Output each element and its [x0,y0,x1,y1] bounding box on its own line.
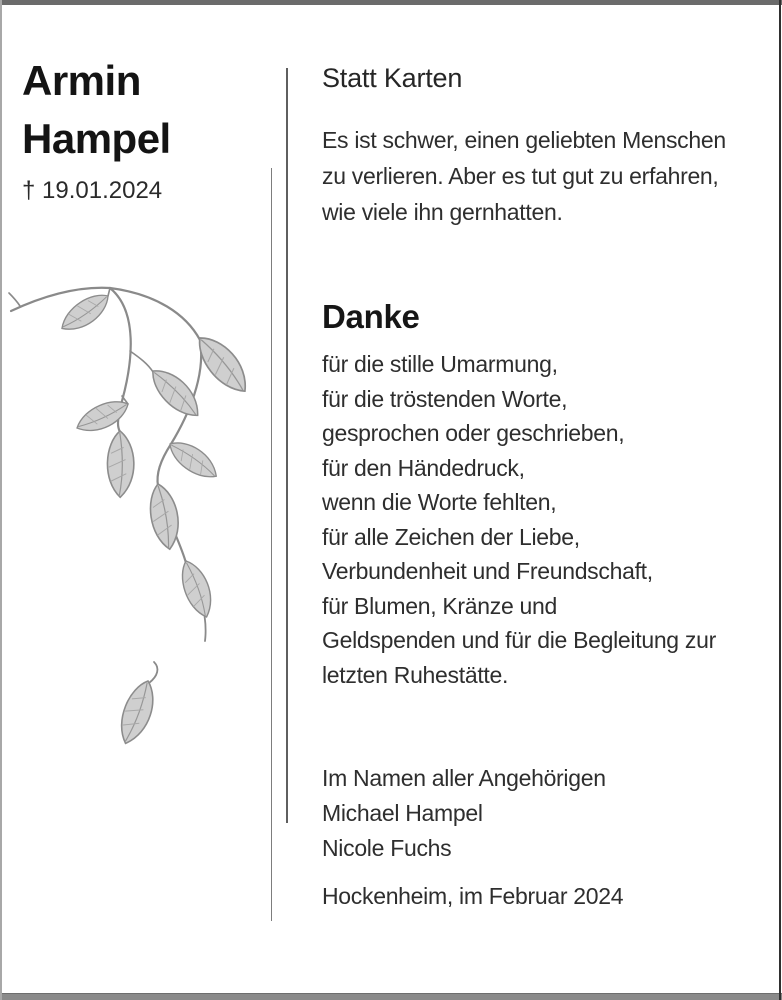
thanks-list [322,347,716,692]
thanks-line: für alle Zeichen der Liebe, [322,523,580,550]
intro-line: wie viele ihn gernhatten. [322,199,563,225]
death-date: † 19.01.2024 [22,177,163,204]
thanks-line: wenn die Worte fehlten, [322,489,557,515]
signature-line: Nicole Fuchs [322,835,452,861]
thanks-line: für die stille Umarmung, [322,351,558,377]
thanks-heading: Danke [322,298,420,335]
deceased-first-name: Armin [22,57,141,104]
frame-left-edge [0,0,2,1000]
thanks-line: Verbundenheit und Freundschaft, [322,558,653,584]
intro-paragraph [322,122,726,230]
thanks-line: Geldspenden und für die Begleitung zur [322,627,716,653]
column-divider-rule-secondary [271,168,272,921]
signature-block [322,761,606,866]
statt-karten-heading: Statt Karten [322,63,463,93]
thanks-line: für Blumen, Kränze und [322,592,558,619]
frame-right-edge [779,0,781,1000]
leaf-branch-sketch [8,256,260,758]
thanks-line: gesprochen oder geschrieben, [322,420,625,446]
place-date-line: Hockenheim, im Februar 2024 [322,883,624,909]
frame-bottom-edge [0,993,782,1000]
thanks-line: letzten Ruhestätte. [322,661,509,688]
column-divider-rule [286,68,288,823]
deceased-name [22,52,272,168]
signature-line: Im Namen aller Angehörigen [322,765,606,791]
frame-top-edge [0,0,782,5]
intro-line: zu verlieren. Aber es tut gut zu erfahren, [322,163,719,189]
detached-leaf-sketch [111,662,163,748]
deceased-last-name: Hampel [22,115,171,162]
intro-line: Es ist schwer, einen geliebten Menschen [322,127,726,153]
branch-leaves [55,289,254,621]
thanks-line: für die tröstenden Worte, [322,385,568,412]
signature-line: Michael Hampel [322,800,483,826]
thanks-line: für den Händedruck, [322,454,525,481]
